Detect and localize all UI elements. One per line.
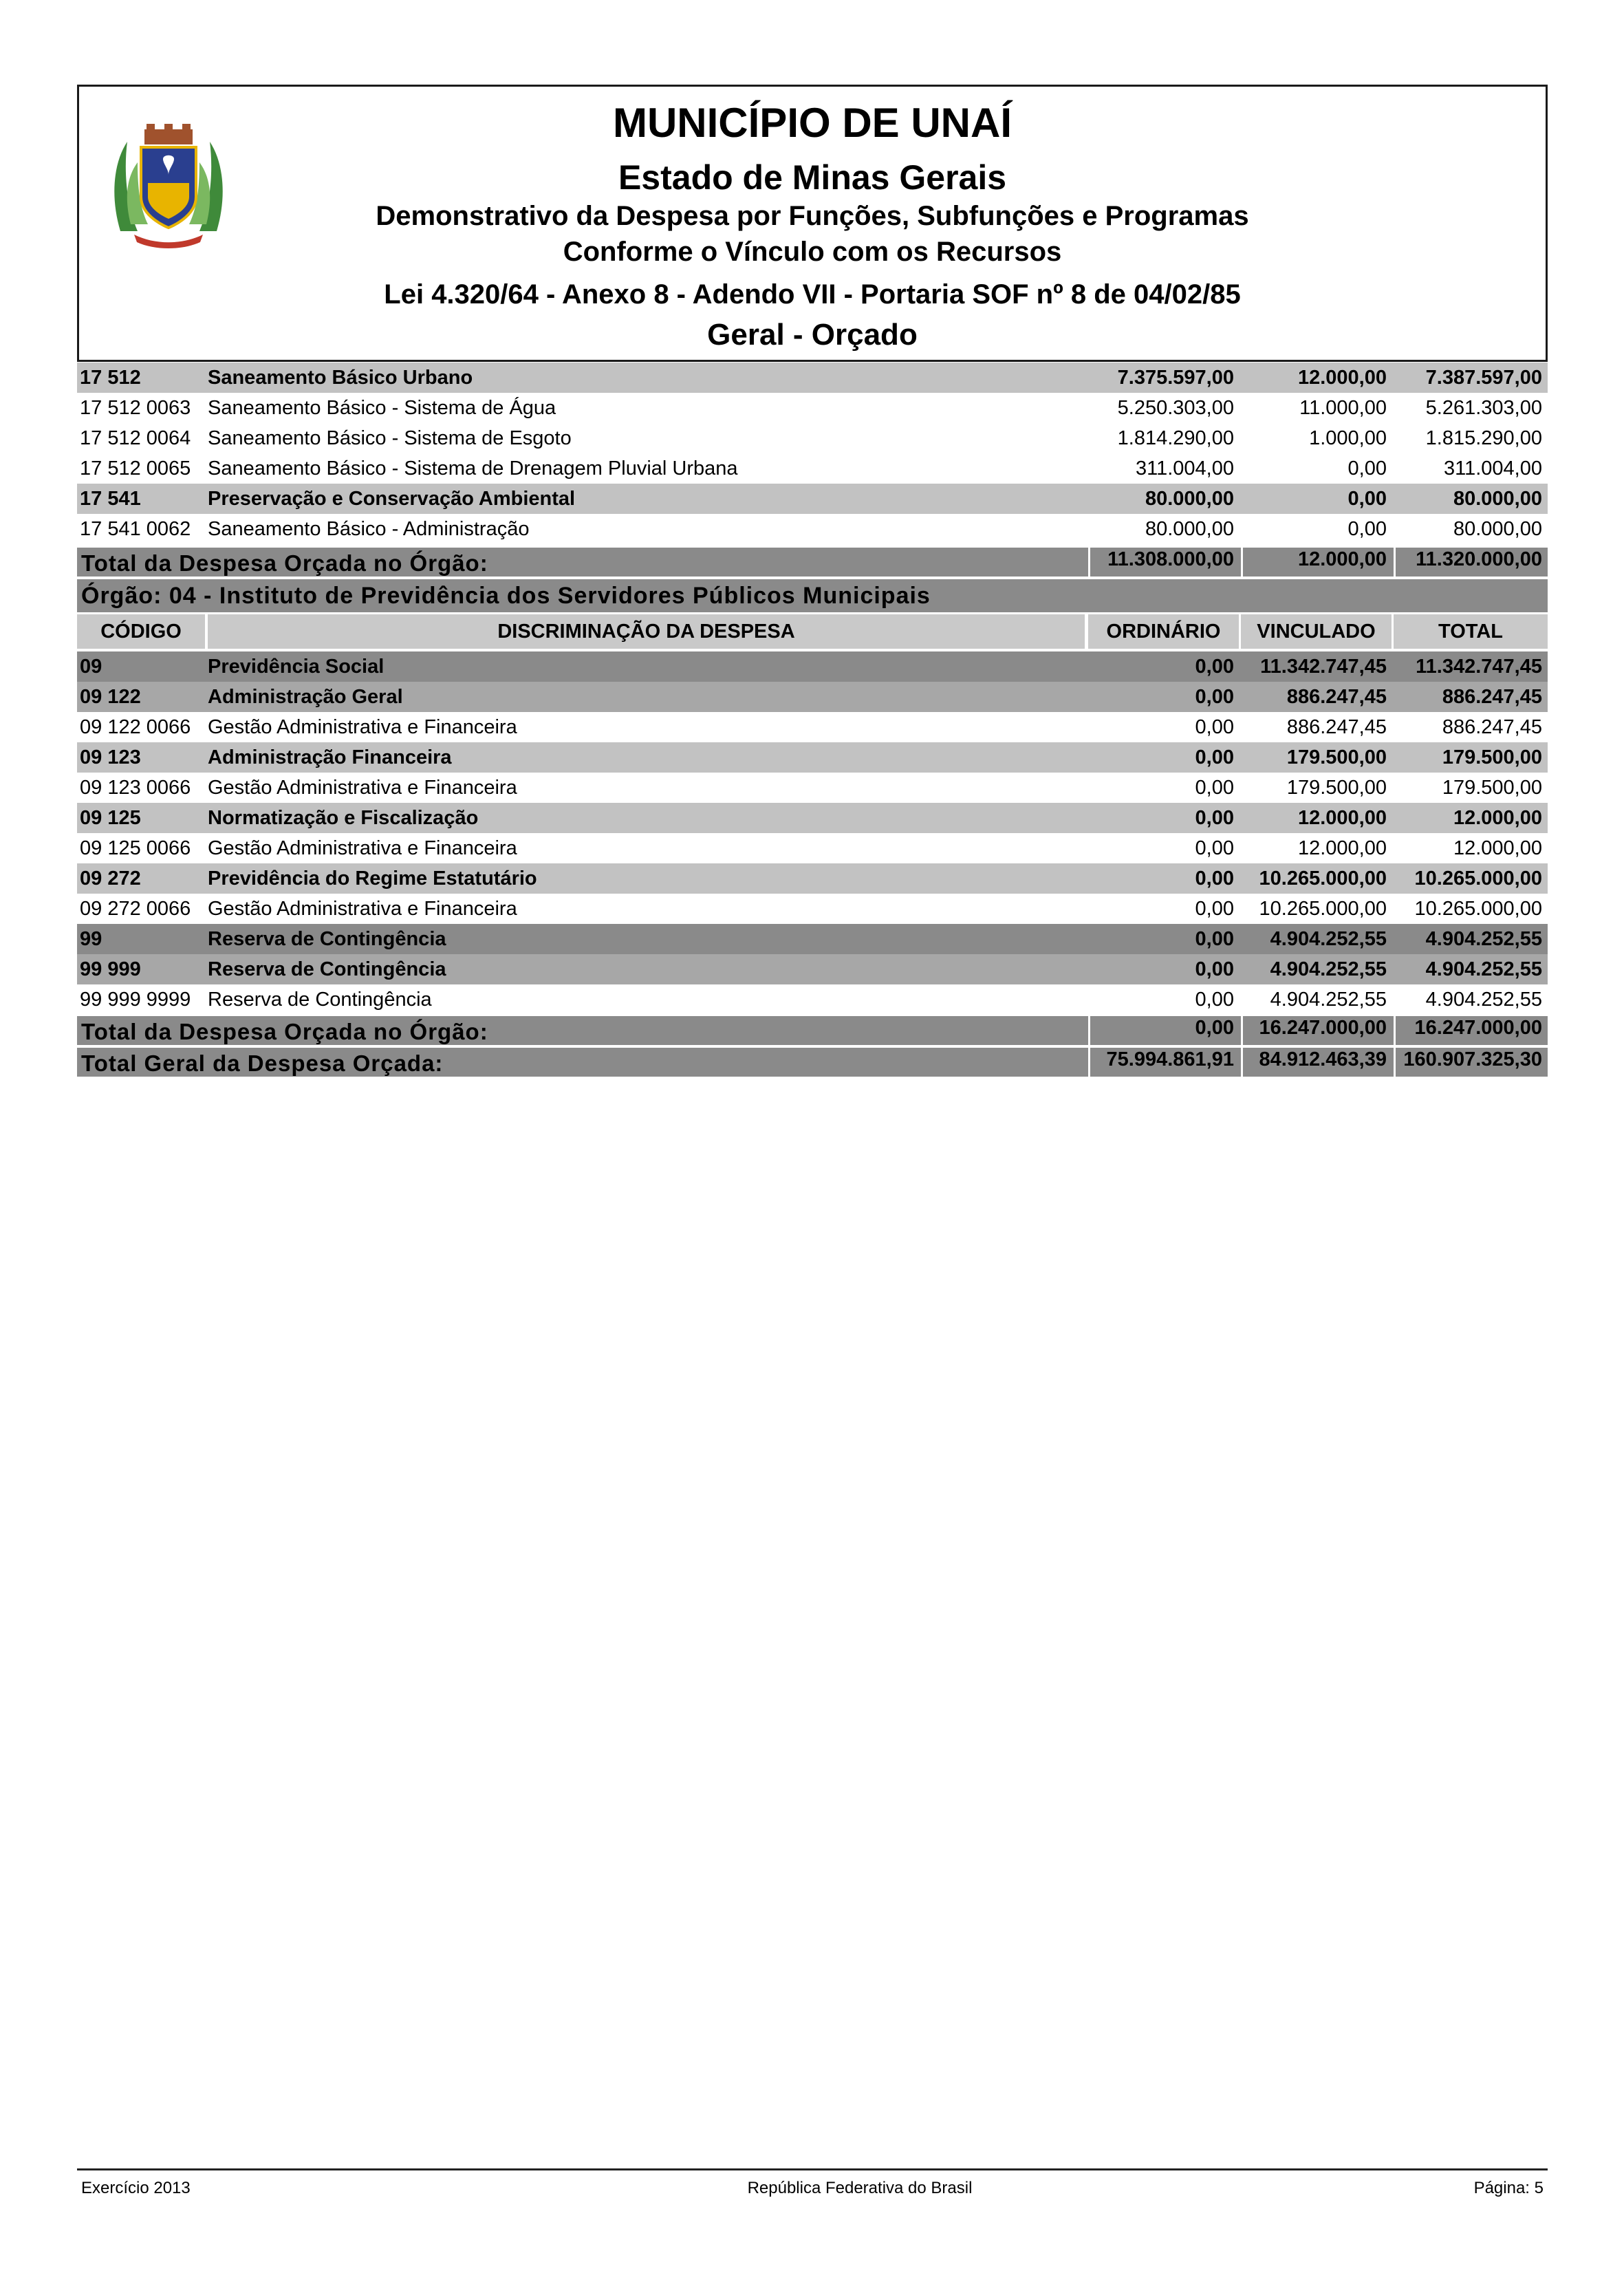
- grand-total-ordinario: 75.994.861,91: [1088, 1048, 1239, 1077]
- table-row: [77, 833, 1548, 863]
- row-description: Gestão Administrativa e Financeira: [208, 716, 517, 738]
- row-vinculado: 10.265.000,00: [1259, 868, 1387, 890]
- state-name: Estado de Minas Gerais: [618, 158, 1007, 197]
- row-description: Previdência do Regime Estatutário: [208, 868, 537, 890]
- table-row: [77, 954, 1548, 984]
- table-row: [77, 712, 1548, 742]
- total-ordinario: 0,00: [1088, 1016, 1239, 1045]
- row-ordinario: 0,00: [1195, 746, 1234, 768]
- row-ordinario: 1.814.290,00: [1117, 427, 1234, 449]
- row-ordinario: 0,00: [1195, 989, 1234, 1011]
- row-description: Normatização e Fiscalização: [208, 807, 479, 829]
- row-ordinario: 0,00: [1195, 898, 1234, 920]
- table-row: [77, 514, 1548, 544]
- row-vinculado: 12.000,00: [1297, 807, 1387, 829]
- row-vinculado: 179.500,00: [1286, 746, 1387, 768]
- row-vinculado: 4.904.252,55: [1270, 928, 1387, 950]
- row-ordinario: 0,00: [1195, 868, 1234, 890]
- row-ordinario: 7.375.597,00: [1117, 367, 1234, 389]
- table-row: [77, 803, 1548, 833]
- footer-country: República Federativa do Brasil: [747, 2179, 973, 2197]
- table-row: [77, 894, 1548, 924]
- row-code: 17 512 0064: [80, 427, 191, 449]
- row-code: 09 122 0066: [80, 716, 191, 738]
- grand-total-total: 160.907.325,30: [1394, 1048, 1548, 1077]
- row-description: Administração Geral: [208, 686, 403, 708]
- row-vinculado: 0,00: [1347, 488, 1387, 510]
- row-description: Reserva de Contingência: [208, 928, 446, 950]
- row-total: 179.500,00: [1442, 746, 1542, 768]
- row-total: 1.815.290,00: [1425, 427, 1542, 449]
- row-code: 17 512: [80, 367, 141, 389]
- table-row: [77, 682, 1548, 712]
- total-label: Total da Despesa Orçada no Órgão:: [81, 550, 488, 576]
- table-row: [77, 773, 1548, 803]
- total-label: Total da Despesa Orçada no Órgão:: [81, 1019, 488, 1044]
- row-total: 80.000,00: [1453, 488, 1542, 510]
- row-description: Preservação e Conservação Ambiental: [208, 488, 576, 510]
- row-code: 09 122: [80, 686, 141, 708]
- row-code: 09 123 0066: [80, 777, 191, 799]
- row-code: 09 272: [80, 868, 141, 890]
- row-code: 99 999 9999: [80, 989, 191, 1011]
- column-header: [77, 614, 1548, 649]
- table-row: [77, 363, 1548, 393]
- row-vinculado: 886.247,45: [1286, 716, 1387, 738]
- row-code: 17 512 0065: [80, 457, 191, 480]
- total-vinculado: 16.247.000,00: [1241, 1016, 1392, 1045]
- row-total: 4.904.252,55: [1425, 958, 1542, 980]
- column-total: TOTAL: [1394, 614, 1548, 649]
- row-description: Saneamento Básico - Sistema de Drenagem Pluvial Urbana: [208, 457, 738, 480]
- row-vinculado: 12.000,00: [1297, 367, 1387, 389]
- table-row: [77, 651, 1548, 682]
- row-code: 09 125: [80, 807, 141, 829]
- row-total: 11.342.747,45: [1416, 656, 1542, 678]
- column-description: DISCRIMINAÇÃO DA DESPESA: [208, 614, 1085, 649]
- row-description: Administração Financeira: [208, 746, 452, 768]
- row-vinculado: 179.500,00: [1286, 777, 1387, 799]
- row-vinculado: 0,00: [1347, 457, 1387, 480]
- row-total: 886.247,45: [1442, 686, 1542, 708]
- row-vinculado: 4.904.252,55: [1270, 958, 1387, 980]
- row-vinculado: 886.247,45: [1286, 686, 1387, 708]
- column-code: CÓDIGO: [77, 614, 205, 649]
- row-ordinario: 5.250.303,00: [1117, 397, 1234, 419]
- table-row: [77, 863, 1548, 894]
- row-vinculado: 11.000,00: [1299, 397, 1387, 419]
- row-description: Saneamento Básico - Sistema de Esgoto: [208, 427, 572, 449]
- footer-year: Exercício 2013: [81, 2179, 191, 2197]
- row-total: 10.265.000,00: [1414, 898, 1542, 920]
- row-vinculado: 11.342.747,45: [1260, 656, 1387, 678]
- table-row: [77, 924, 1548, 954]
- row-ordinario: 0,00: [1195, 777, 1234, 799]
- municipality-title: MUNICÍPIO DE UNAÍ: [612, 100, 1013, 146]
- total-total: 16.247.000,00: [1394, 1016, 1548, 1045]
- row-total: 12.000,00: [1453, 837, 1542, 859]
- grand-total-label: Total Geral da Despesa Orçada:: [81, 1050, 444, 1076]
- table-row: [77, 984, 1548, 1015]
- row-description: Reserva de Contingência: [208, 958, 446, 980]
- report-header: [77, 85, 1548, 362]
- row-total: 311.004,00: [1444, 457, 1542, 480]
- row-code: 99 999: [80, 958, 141, 980]
- row-total: 10.265.000,00: [1414, 868, 1542, 890]
- row-description: Saneamento Básico - Administração: [208, 518, 530, 540]
- column-ordinario: ORDINÁRIO: [1088, 614, 1239, 649]
- grand-total-vinculado: 84.912.463,39: [1241, 1048, 1392, 1077]
- report-subtitle: Demonstrativo da Despesa por Funções, Subfunções e Programas: [376, 201, 1249, 231]
- column-vinculado: VINCULADO: [1241, 614, 1392, 649]
- row-total: 4.904.252,55: [1425, 989, 1542, 1011]
- row-vinculado: 1.000,00: [1309, 427, 1387, 449]
- table-row: [77, 393, 1548, 423]
- row-total: 886.247,45: [1442, 716, 1542, 738]
- row-description: Reserva de Contingência: [208, 989, 432, 1011]
- row-ordinario: 311.004,00: [1136, 457, 1234, 480]
- row-description: Previdência Social: [208, 656, 385, 678]
- footer-divider: [77, 2168, 1548, 2170]
- row-description: Gestão Administrativa e Financeira: [208, 898, 517, 920]
- row-ordinario: 0,00: [1195, 807, 1234, 829]
- row-code: 17 541: [80, 488, 141, 510]
- total-total: 11.320.000,00: [1394, 548, 1548, 577]
- row-code: 09 125 0066: [80, 837, 191, 859]
- row-ordinario: 0,00: [1195, 716, 1234, 738]
- organ-heading: [77, 579, 1548, 612]
- row-ordinario: 0,00: [1195, 837, 1234, 859]
- row-total: 4.904.252,55: [1425, 928, 1542, 950]
- row-code: 09: [80, 656, 102, 678]
- row-ordinario: 80.000,00: [1145, 488, 1234, 510]
- table-row: [77, 453, 1548, 484]
- row-ordinario: 80.000,00: [1145, 518, 1234, 540]
- row-code: 09 272 0066: [80, 898, 191, 920]
- organ-total-row: [77, 548, 1548, 577]
- row-vinculado: 4.904.252,55: [1270, 989, 1387, 1011]
- row-code: 17 541 0062: [80, 518, 191, 540]
- row-code: 99: [80, 928, 102, 950]
- grand-total-row: [77, 1048, 1548, 1077]
- row-vinculado: 12.000,00: [1297, 837, 1387, 859]
- table-row: [77, 742, 1548, 773]
- report-subtitle-2: Conforme o Vínculo com os Recursos: [563, 237, 1062, 267]
- total-ordinario: 11.308.000,00: [1088, 548, 1239, 577]
- footer-page-number: Página: 5: [1473, 2179, 1544, 2197]
- row-description: Saneamento Básico Urbano: [208, 367, 473, 389]
- row-code: 09 123: [80, 746, 141, 768]
- row-description: Gestão Administrativa e Financeira: [208, 777, 517, 799]
- total-vinculado: 12.000,00: [1241, 548, 1392, 577]
- row-ordinario: 0,00: [1195, 686, 1234, 708]
- row-ordinario: 0,00: [1195, 958, 1234, 980]
- row-total: 12.000,00: [1453, 807, 1542, 829]
- organ-label: Órgão: 04 - Instituto de Previdência dos Servidores Públicos Municipais: [81, 583, 931, 609]
- report-scope: Geral - Orçado: [707, 318, 918, 352]
- row-description: Saneamento Básico - Sistema de Água: [208, 397, 556, 419]
- row-description: Gestão Administrativa e Financeira: [208, 837, 517, 859]
- row-code: 17 512 0063: [80, 397, 191, 419]
- row-total: 80.000,00: [1453, 518, 1542, 540]
- row-total: 5.261.303,00: [1425, 397, 1542, 419]
- table-row: [77, 423, 1548, 453]
- row-ordinario: 0,00: [1195, 928, 1234, 950]
- row-vinculado: 0,00: [1347, 518, 1387, 540]
- row-vinculado: 10.265.000,00: [1259, 898, 1387, 920]
- organ-total-row-2: [77, 1016, 1548, 1045]
- row-ordinario: 0,00: [1195, 656, 1234, 678]
- row-total: 7.387.597,00: [1425, 367, 1542, 389]
- table-row: [77, 484, 1548, 514]
- legal-reference: Lei 4.320/64 - Anexo 8 - Adendo VII - Portaria SOF nº 8 de 04/02/85: [384, 279, 1241, 310]
- row-total: 179.500,00: [1442, 777, 1542, 799]
